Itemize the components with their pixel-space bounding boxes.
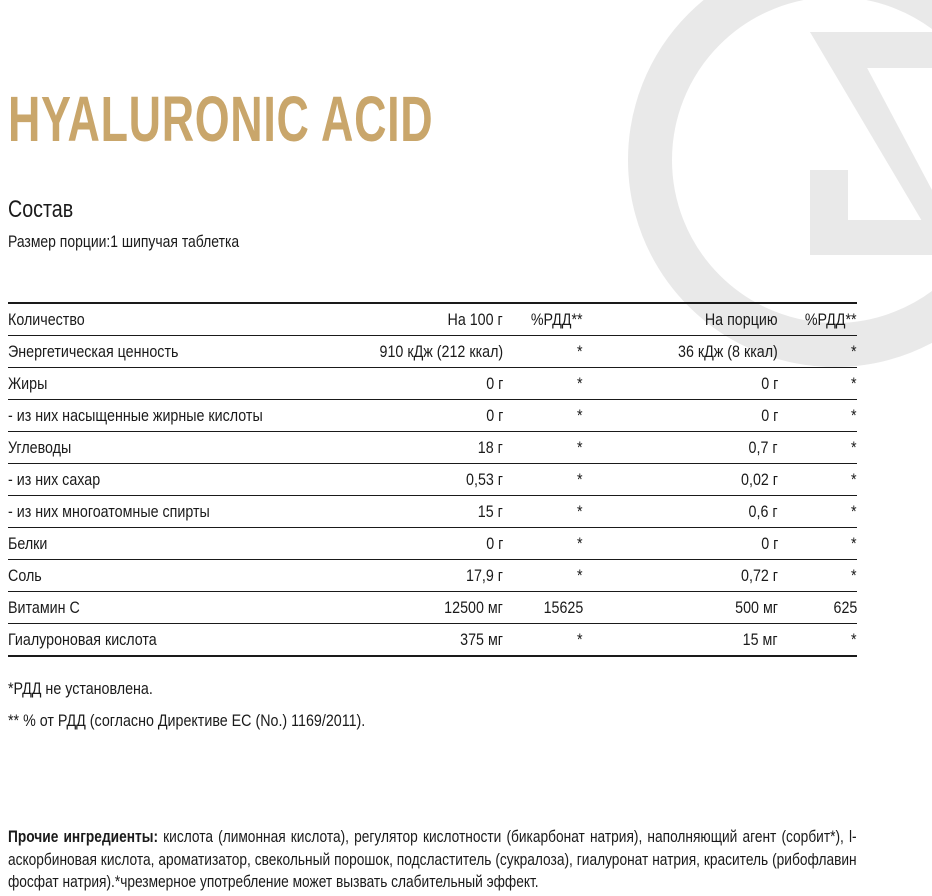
table-row <box>8 496 857 528</box>
ingredients-label: Прочие ингредиенты: <box>8 828 159 846</box>
row-per-100g: 375 мг <box>460 629 503 649</box>
row-name: Углеводы <box>8 432 326 464</box>
row-per-100g: 0 г <box>326 400 503 432</box>
row-rdd-100g: * <box>503 400 583 432</box>
header-per-100g: На 100 г <box>326 303 503 336</box>
table-row <box>8 592 857 624</box>
header-rdd-serving: %РДД** <box>778 303 857 336</box>
row-per-serving: 0,6 г <box>583 496 778 528</box>
row-per-serving: 0,02 г <box>583 464 778 496</box>
row-rdd-serving: * <box>778 560 857 592</box>
watermark-letter-top <box>810 32 932 68</box>
row-rdd-100g: * <box>503 336 583 368</box>
table-row <box>8 560 857 592</box>
other-ingredients <box>8 826 857 894</box>
row-per-serving: 500 мг <box>583 592 778 624</box>
watermark-ring <box>650 0 932 345</box>
row-per-100g: 0 г <box>326 368 503 400</box>
row-rdd-100g: * <box>503 368 583 400</box>
row-rdd-100g: * <box>503 560 583 592</box>
row-per-100g: 18 г <box>326 432 503 464</box>
row-rdd-serving: * <box>778 528 857 560</box>
footnote-rdd-directive: ** % от РДД (согласно Директиве ЕС (No.) 1169/2011). <box>8 711 366 730</box>
row-per-100g: 0 г <box>326 528 503 560</box>
row-name: Витамин С <box>8 592 326 624</box>
row-per-serving: 0 г <box>583 368 778 400</box>
row-name: Соль <box>8 560 326 592</box>
row-per-serving: 0 г <box>583 528 778 560</box>
row-per-serving: 0 г <box>583 400 778 432</box>
table-row <box>8 624 857 657</box>
row-rdd-serving: * <box>778 336 857 368</box>
section-heading-composition: Состав <box>8 196 74 223</box>
footnote-rdd-not-set: *РДД не установлена. <box>8 679 153 698</box>
row-rdd-100g: * <box>503 464 583 496</box>
row-rdd-100g: * <box>503 432 583 464</box>
table-header-row <box>8 303 857 336</box>
row-name: - из них многоатомные спирты <box>8 496 326 528</box>
header-per-serving: На порцию <box>583 303 778 336</box>
row-per-100g: 0,53 г <box>326 464 503 496</box>
row-name: - из них насыщенные жирные кислоты <box>8 400 326 432</box>
row-per-serving: 0,7 г <box>583 432 778 464</box>
table-row <box>8 464 857 496</box>
table-row <box>8 528 857 560</box>
row-name: - из них сахар <box>8 464 326 496</box>
row-rdd-100g: 15625 <box>503 592 583 624</box>
table-body <box>8 336 857 657</box>
header-quantity: Количество <box>8 303 326 336</box>
row-name: Жиры <box>8 368 326 400</box>
row-rdd-100g: * <box>503 496 583 528</box>
serving-size: Размер порции:1 шипучая таблетка <box>8 232 240 251</box>
row-rdd-serving: * <box>778 400 857 432</box>
row-per-100g: 12500 мг <box>326 592 503 624</box>
row-rdd-100g: * <box>577 629 583 649</box>
row-per-serving: 15 мг <box>743 629 778 649</box>
table-row <box>8 336 857 368</box>
row-rdd-100g: * <box>503 528 583 560</box>
table-row <box>8 400 857 432</box>
row-name: Энергетическая ценность <box>8 336 326 368</box>
row-per-serving: 36 кДж (8 ккал) <box>583 336 778 368</box>
row-rdd-serving: * <box>778 464 857 496</box>
row-rdd-serving: * <box>778 432 857 464</box>
row-name: Гиалуроновая кислота <box>8 629 157 649</box>
row-per-100g: 15 г <box>326 496 503 528</box>
table-row <box>8 368 857 400</box>
watermark-letter-diagonal <box>810 32 932 238</box>
product-title: HYALURONIC ACID <box>8 83 434 155</box>
nutrition-table <box>8 302 857 657</box>
row-rdd-serving: 625 <box>778 592 857 624</box>
row-per-serving: 0,72 г <box>583 560 778 592</box>
row-name: Белки <box>8 528 326 560</box>
nutrition-table-wrapper <box>8 302 857 657</box>
row-per-100g: 17,9 г <box>326 560 503 592</box>
header-rdd-100g: %РДД** <box>503 303 583 336</box>
row-rdd-serving: * <box>851 629 857 649</box>
table-row <box>8 432 857 464</box>
watermark-letter-bottom <box>810 170 932 255</box>
row-per-100g: 910 кДж (212 ккал) <box>326 336 503 368</box>
row-rdd-serving: * <box>778 368 857 400</box>
ingredients-text: кислота (лимонная кислота), регулятор кислотности (бикарбонат натрия), наполняющий агент (сорбит*), l-аскорбиновая кислота, ароматизатор, свекольный порошок, подсластитель (сукралоза), гиалуронат натрия, краситель (рибофлавин фосфат натрия).*чрезмерное употребление может вызвать слабительный эффект. <box>8 828 857 891</box>
row-rdd-serving: * <box>778 496 857 528</box>
